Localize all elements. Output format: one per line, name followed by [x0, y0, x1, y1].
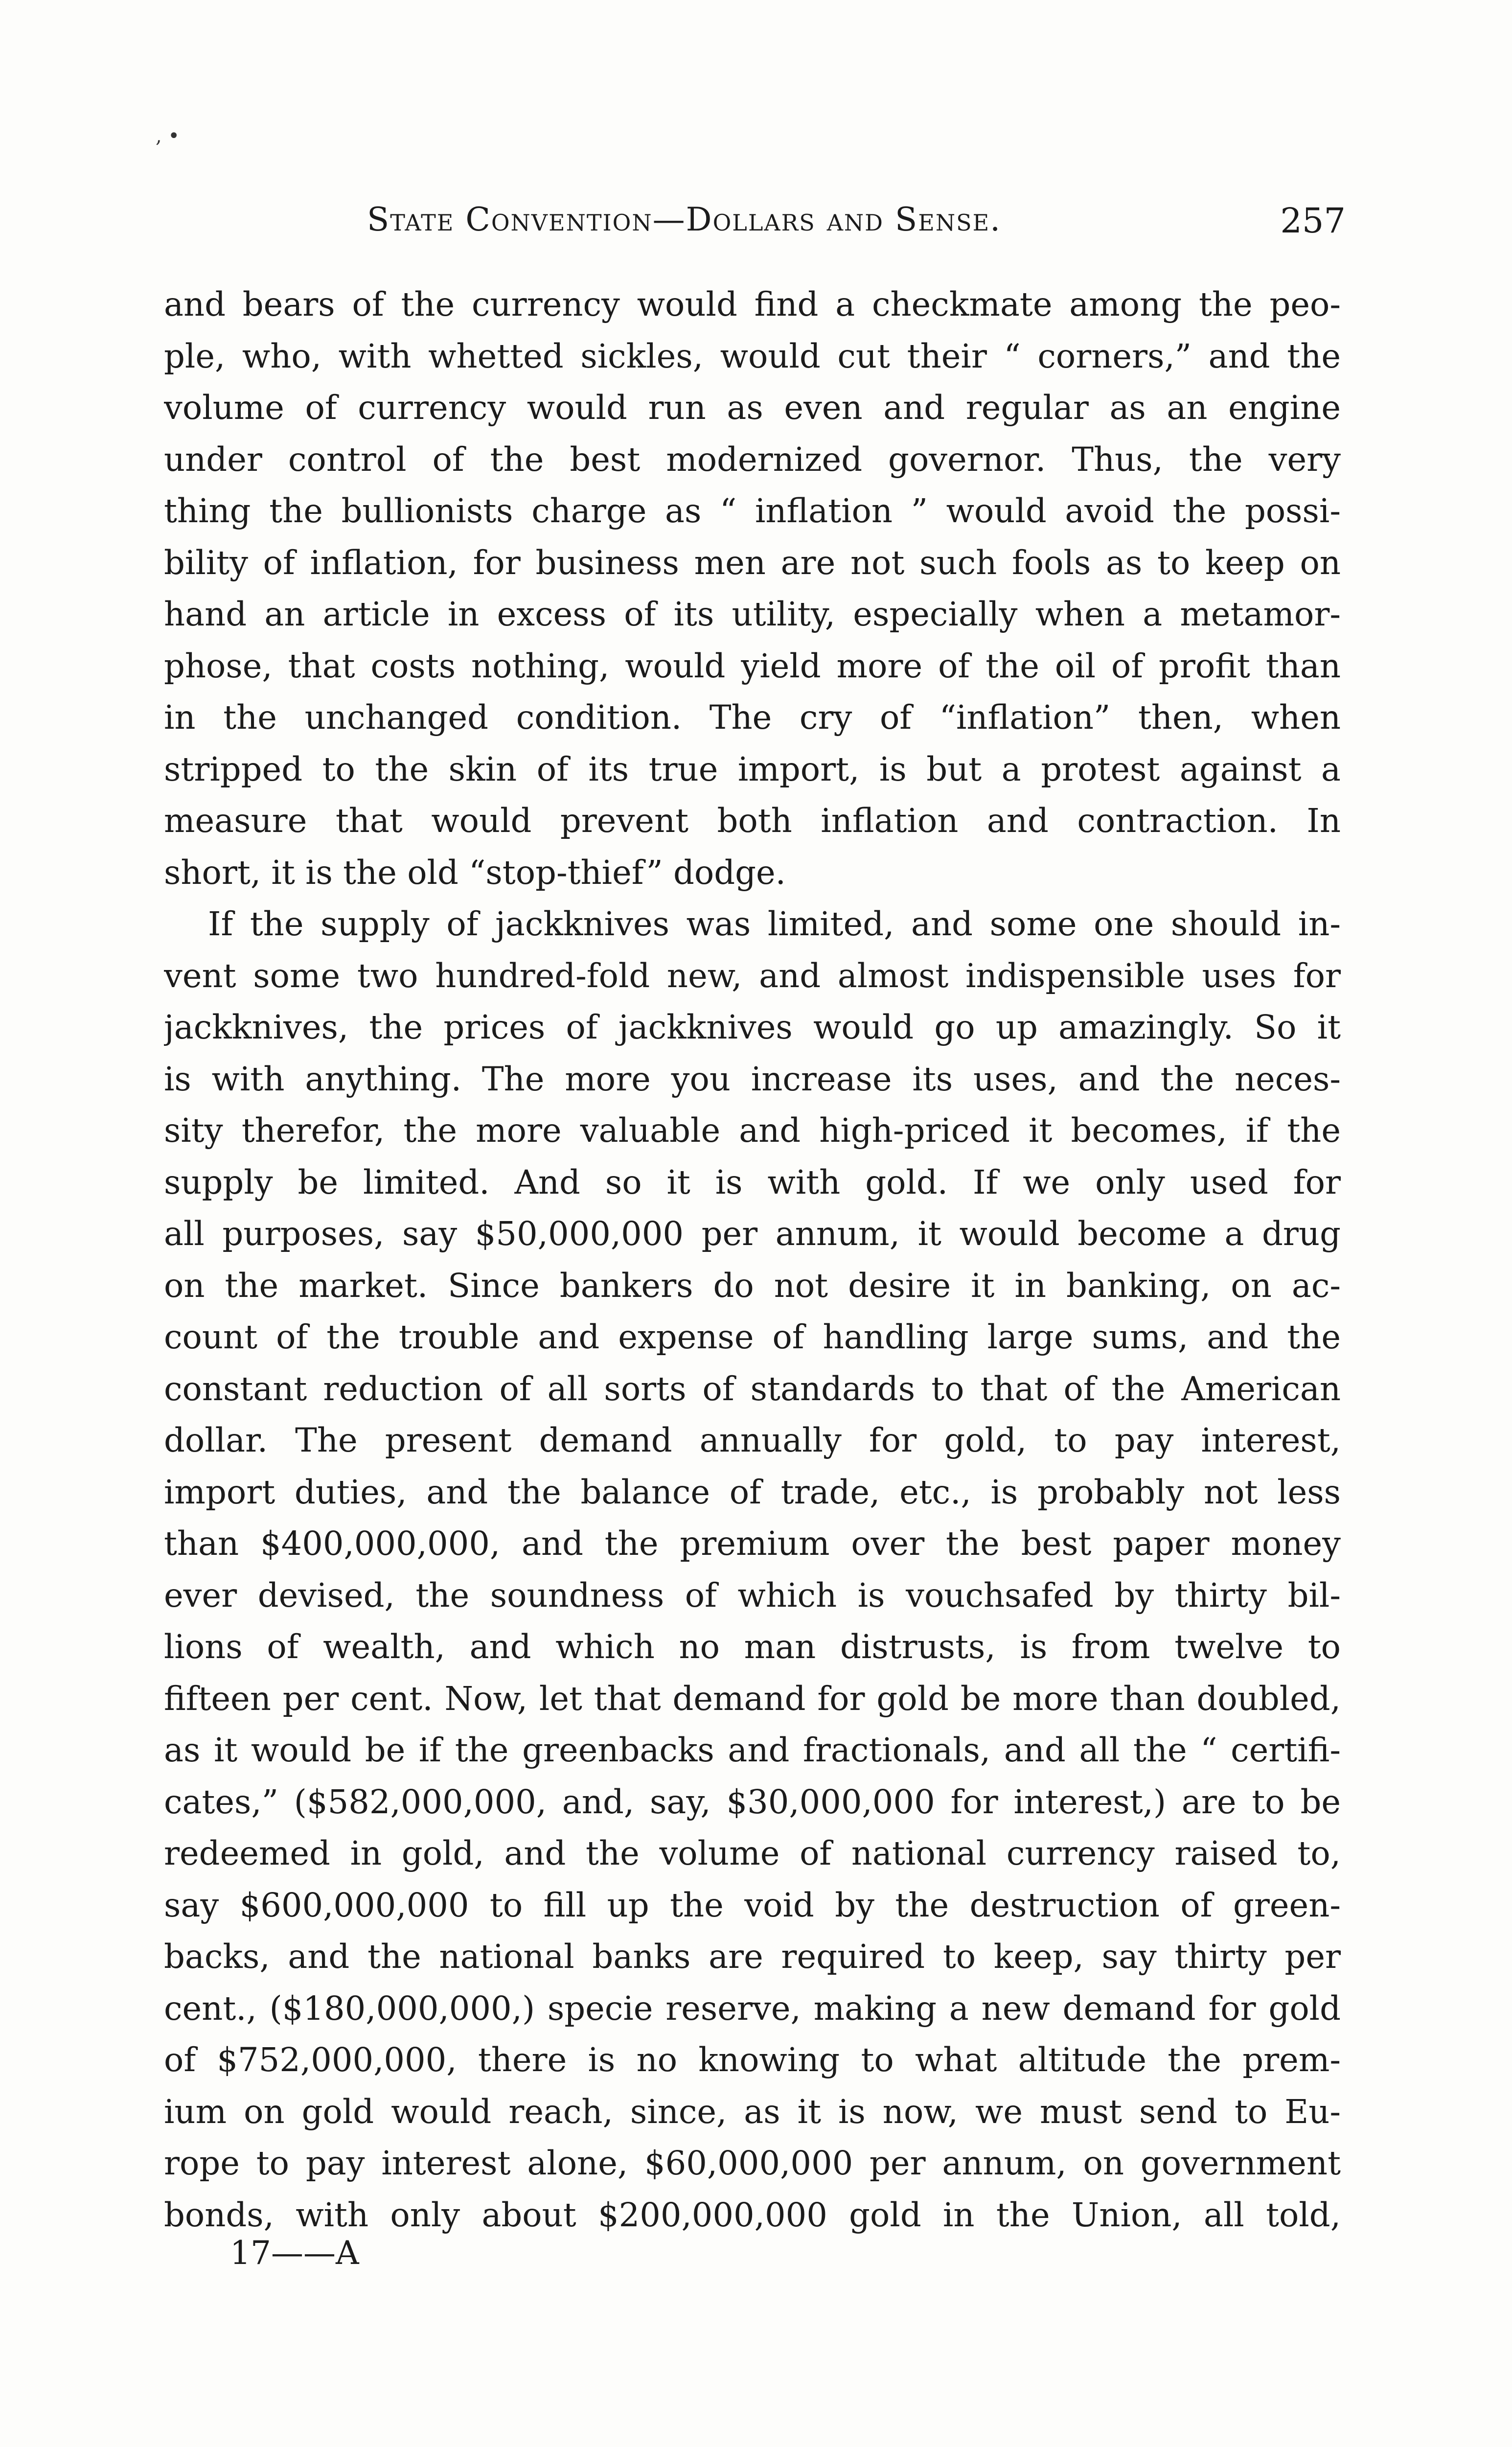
text-line: vent some two hundred-fold new, and almost indispensible uses for — [164, 956, 1341, 995]
text-line: say $600,000,000 to fill up the void by the destruction of green- — [164, 1886, 1341, 1924]
text-line: backs, and the national banks are required to keep, say thirty per — [164, 1938, 1341, 1976]
text-line: volume of currency would run as even and regular as an engine — [164, 389, 1341, 427]
text-line: fifteen per cent. Now, let that demand for gold be more than doubled, — [164, 1679, 1341, 1718]
text-line: and bears of the currency would find a checkmate among the peo- — [164, 285, 1341, 323]
text-line: of $752,000,000, there is no knowing to what altitude the prem- — [164, 2041, 1341, 2079]
running-head: State Convention—Dollars and Sense. — [367, 201, 1002, 238]
text-line: jackknives, the prices of jackknives would go up amazingly. So it — [164, 1008, 1341, 1046]
text-line: than $400,000,000, and the premium over the best paper money — [164, 1524, 1341, 1563]
text-line: ium on gold would reach, since, as it is now, we must send to Eu- — [164, 2092, 1341, 2131]
text-line: cates,” ($582,000,000, and, say, $30,000,000 for interest,) are to be — [164, 1782, 1341, 1821]
text-line: cent., ($180,000,000,) specie reserve, making a new demand for gold — [164, 1989, 1341, 2028]
text-line: is with anything. The more you increase its uses, and the neces- — [164, 1060, 1341, 1098]
text-line: import duties, and the balance of trade, etc., is probably not less — [164, 1473, 1341, 1511]
text-line: thing the bullionists charge as “ inflation ” would avoid the possi- — [164, 492, 1341, 530]
text-line: as it would be if the greenbacks and fractionals, and all the “ certifi- — [164, 1731, 1341, 1769]
page-number: 257 — [1280, 201, 1346, 241]
text-line: redeemed in gold, and the volume of national currency raised to, — [164, 1834, 1341, 1872]
text-line: stripped to the skin of its true import, is but a protest against a — [164, 750, 1341, 788]
stray-mark: , • — [156, 125, 180, 147]
text-line: constant reduction of all sorts of standards to that of the American — [164, 1369, 1341, 1408]
text-line: count of the trouble and expense of handling large sums, and the — [164, 1318, 1341, 1356]
text-line: bility of inflation, for business men are not such fools as to keep on — [164, 543, 1341, 582]
page-header — [161, 201, 1346, 250]
text-line: supply be limited. And so it is with gold. If we only used for — [164, 1163, 1341, 1201]
text-line: sity therefor, the more valuable and high-priced it becomes, if the — [164, 1111, 1341, 1150]
text-line: measure that would prevent both inflation and contraction. In — [164, 802, 1341, 840]
text-line: short, it is the old “stop-thief” dodge. — [164, 853, 786, 892]
body-text — [164, 279, 1341, 2241]
text-line: in the unchanged condition. The cry of “inflation” then, when — [164, 698, 1341, 737]
signature-mark: 17——A — [230, 2234, 359, 2272]
text-line: If the supply of jackknives was limited, and some one should in- — [208, 905, 1341, 943]
text-line: phose, that costs nothing, would yield more of the oil of profit than — [164, 646, 1341, 685]
text-line: under control of the best modernized governor. Thus, the very — [164, 440, 1341, 479]
text-line: ple, who, with whetted sickles, would cut their “ corners,” and the — [164, 337, 1341, 375]
text-line: dollar. The present demand annually for gold, to pay interest, — [164, 1421, 1341, 1459]
text-line: lions of wealth, and which no man distrusts, is from twelve to — [164, 1628, 1341, 1666]
text-line: on the market. Since bankers do not desire it in banking, on ac- — [164, 1266, 1341, 1305]
text-line: all purposes, say $50,000,000 per annum, it would become a drug — [164, 1215, 1341, 1253]
text-line: rope to pay interest alone, $60,000,000 per annum, on government — [164, 2144, 1341, 2182]
text-line: bonds, with only about $200,000,000 gold in the Union, all told, — [164, 2195, 1341, 2234]
text-line: hand an article in excess of its utility, especially when a metamor- — [164, 595, 1341, 633]
text-line: ever devised, the soundness of which is vouchsafed by thirty bil- — [164, 1576, 1341, 1615]
